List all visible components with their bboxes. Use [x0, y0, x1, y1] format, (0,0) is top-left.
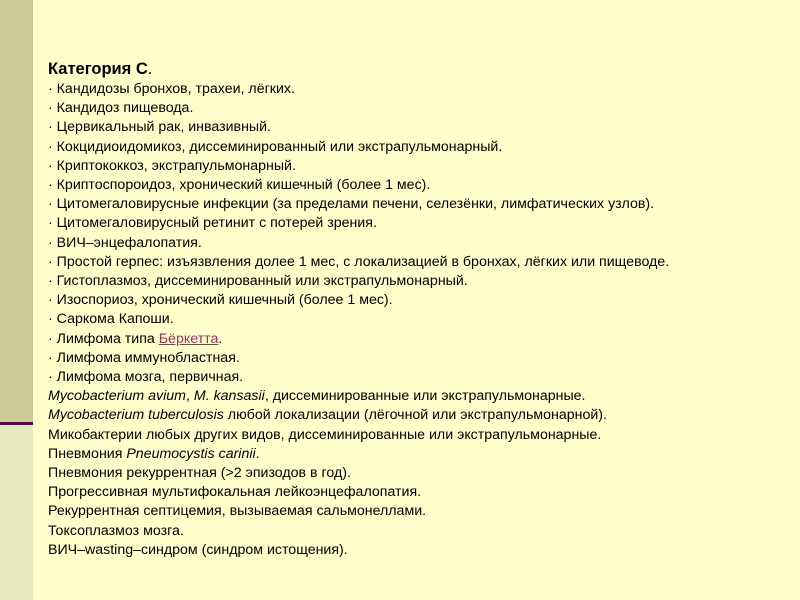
burkitt-link[interactable]: Бёркетта — [158, 330, 219, 347]
lymphoma-suffix: . — [218, 330, 223, 347]
list-item: · Саркома Капоши. — [48, 311, 174, 328]
myco-kansasii-name: M. kansasii — [193, 388, 265, 405]
list-item: · Криптококкоз, экстрапульмонарный. — [48, 157, 296, 174]
left-accent-line — [0, 422, 33, 425]
lymphoma-prefix: · Лимфома типа — [48, 330, 159, 347]
myco-avium-rest: , диссеминированные или экстрапульмонарные. — [264, 388, 586, 405]
list-item: · Изоспориоз, хронический кишечный (более 1 мес). — [48, 292, 393, 309]
list-item: Токсоплазмоз мозга. — [48, 522, 184, 539]
slide-title — [48, 58, 793, 80]
list-item: · Лимфома мозга, первичная. — [48, 369, 244, 386]
list-item: · Гистоплазмоз, диссеминированный или экстрапульмонарный. — [48, 273, 468, 290]
title-text: Категория С — [48, 60, 148, 78]
list-item: · Кандидоз пищевода. — [48, 100, 194, 117]
pneumo-prefix: Пневмония — [48, 445, 127, 462]
list-item: · Кокцидиоидомикоз, диссеминированный или экстрапульмонарный. — [48, 138, 503, 155]
myco-tb-name: Mycobacterium tuberculosis — [48, 407, 224, 424]
myco-avium-name: Mycobacterium avium — [48, 388, 186, 405]
list-item: Прогрессивная мультифокальная лейкоэнцефалопатия. — [48, 484, 422, 501]
pneumo-name: Pneumocystis carinii — [126, 445, 256, 462]
myco-avium-sep: , — [185, 388, 194, 405]
list-item: ВИЧ–wasting–синдром (синдром истощения). — [48, 541, 348, 558]
list-item: · Кандидозы бронхов, трахеи, лёгких. — [48, 81, 295, 97]
list-item: · Простой герпес: изъязвления долее 1 мес, с локализацией в бронхах, лёгких или пищеводе. — [48, 253, 670, 270]
list-item: · Цервикальный рак, инвазивный. — [48, 119, 271, 136]
pneumo-suffix: . — [255, 445, 260, 462]
list-item: · Лимфома иммунобластная. — [48, 349, 240, 366]
left-decorative-bar — [0, 0, 33, 422]
list-item-pneumocystis — [48, 445, 793, 464]
list-item-myco-tb — [48, 406, 793, 425]
list-item: Пневмония рекуррентная (>2 эпизодов в год). — [48, 465, 351, 482]
list-item: Микобактерии любых других видов, диссеминированные или экстрапульмонарные. — [48, 426, 602, 443]
list-item: · Цитомегаловирусные инфекции (за пределами печени, селезёнки, лимфатических узлов). — [48, 196, 655, 213]
list-item: · Криптоспороидоз, хронический кишечный (более 1 мес). — [48, 177, 431, 194]
list-item-myco-avium — [48, 387, 793, 406]
list-item: · ВИЧ–энцефалопатия. — [48, 234, 202, 251]
myco-tb-rest: любой локализации (лёгочной или экстрапульмонарной). — [223, 407, 607, 424]
title-suffix: . — [147, 60, 153, 78]
list-item: · Цитомегаловирусный ретинит с потерей зрения. — [48, 215, 377, 232]
slide-content — [48, 58, 793, 560]
list-item: Рекуррентная септицемия, вызываемая сальмонеллами. — [48, 503, 427, 520]
list-item-lymphoma-burkitt — [48, 330, 793, 349]
